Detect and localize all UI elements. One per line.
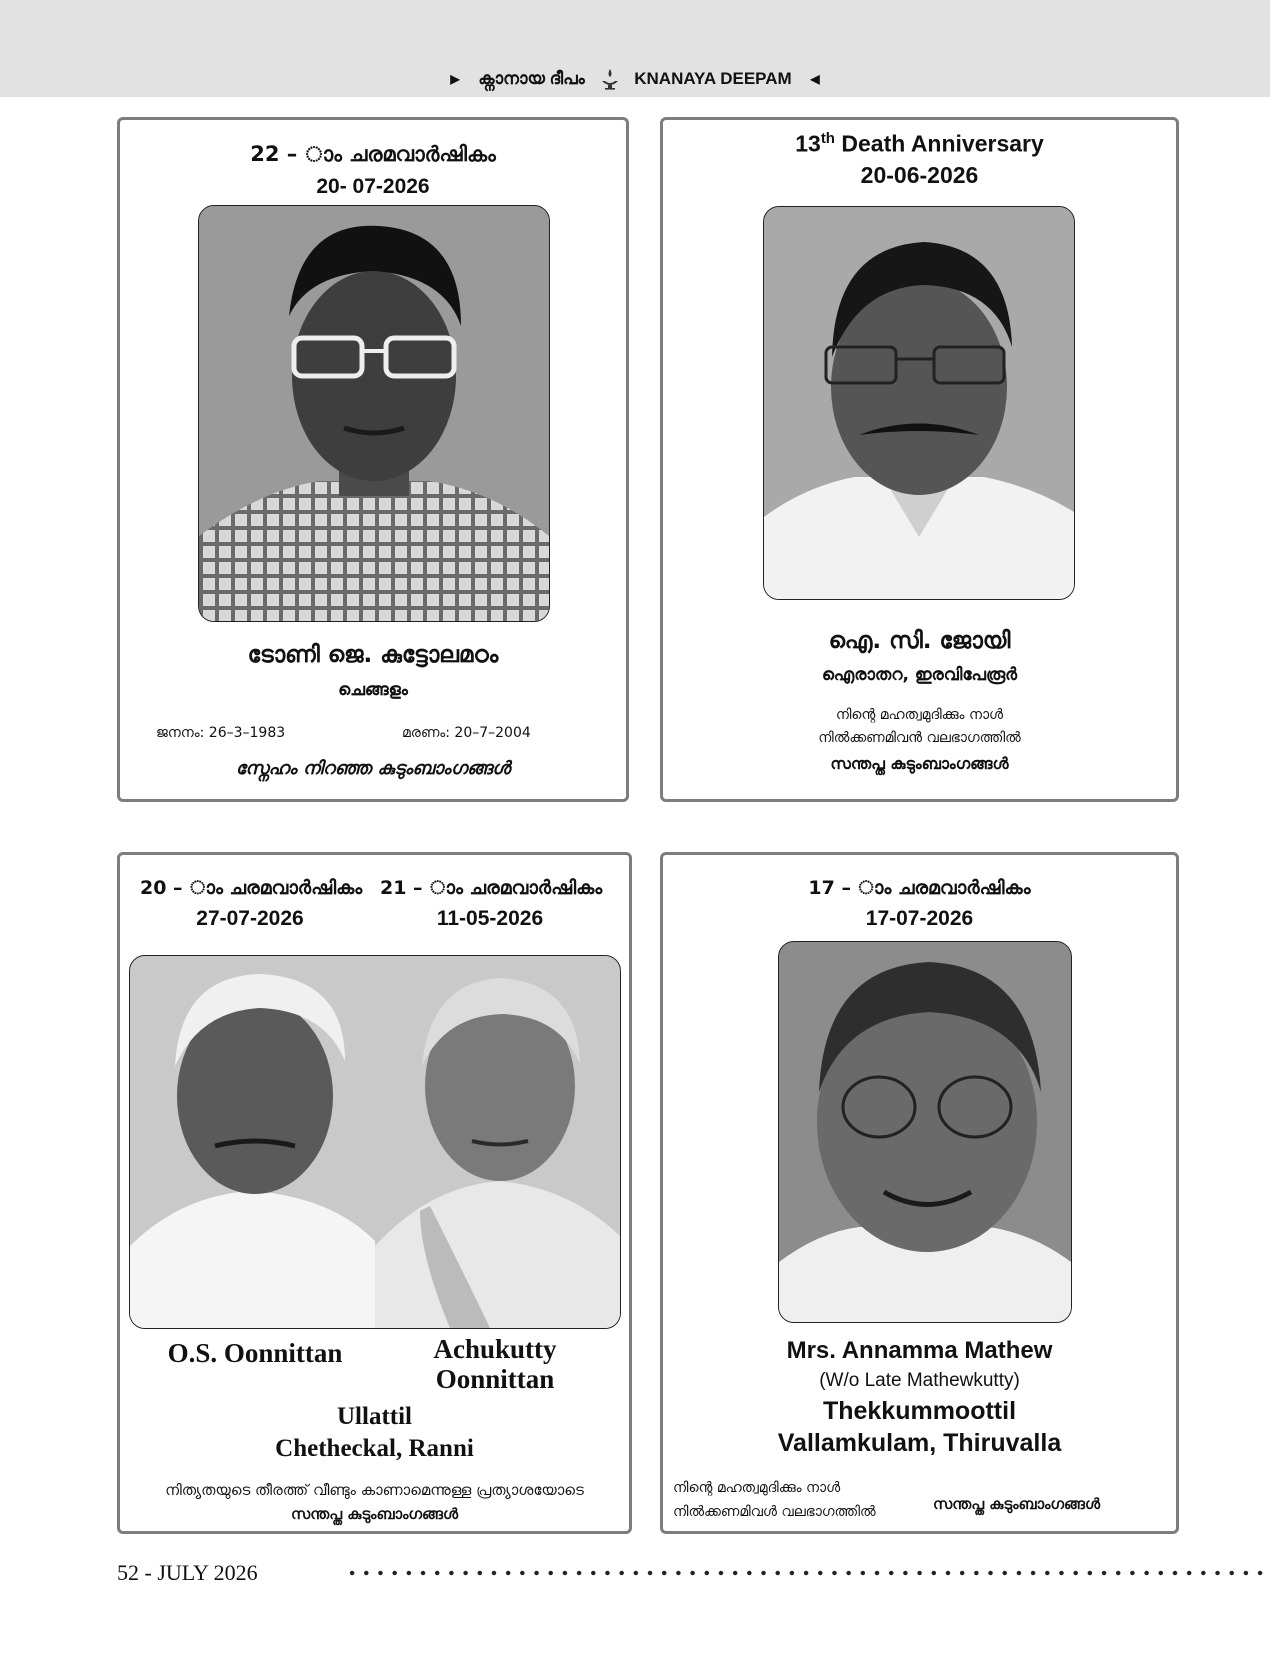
anniversary-date: 20- 07-2026 (316, 175, 430, 198)
closing-family: സന്തപ്ത കുടുംബാംഗങ്ങൾ (933, 1495, 1101, 1513)
place-name: Chetheckal, Ranni (275, 1435, 474, 1462)
closing-family: സന്തപ്ത കുടുംബാംഗങ്ങൾ (830, 754, 1009, 773)
closing-family: സന്തപ്ത കുടുംബാംഗങ്ങൾ (290, 1505, 459, 1523)
verse-line-1: നിന്റെ മഹത്വമുദിക്കും നാൾ (673, 1480, 841, 1496)
deceased-name: Mrs. Annamma Mathew (786, 1337, 1053, 1364)
verse-line-2: നിൽക്കണമിവൻ വലഭാഗത്തിൽ (818, 730, 1021, 746)
husband-name: O.S. Oonnittan (167, 1338, 343, 1368)
header-title-malayalam: ക്നാനായ ദീപം (478, 69, 585, 88)
place-name: Vallamkulam, Thiruvalla (777, 1429, 1062, 1457)
obituary-card-oonnittan (117, 852, 632, 1534)
portrait-photo (778, 941, 1072, 1323)
closing-family: സ്നേഹം നിറഞ്ഞ കുടുംബാംഗങ്ങൾ (235, 758, 511, 779)
deceased-name: ഐ. സി. ജോയി (828, 628, 1011, 654)
relation-line: (W/o Late Mathewkutty) (819, 1370, 1020, 1391)
obituary-card-annamma (660, 852, 1179, 1534)
dotted-rule (345, 1563, 1265, 1583)
anniversary-date-left: 27-07-2026 (196, 907, 304, 930)
header-title-english: KNANAYA DEEPAM (634, 69, 792, 88)
page-footer: 52 - JULY 2026 (117, 1560, 258, 1585)
oil-lamp-icon (600, 68, 620, 90)
death-date: മരണം: 20–7–2004 (402, 725, 531, 741)
right-triangle-icon: ▶ (450, 72, 460, 86)
verse-line: നിത്യതയുടെ തീരത്ത് വീണ്ടും കാണാമെന്നുള്ള പ്രത്യാശയോടെ (165, 1481, 584, 1499)
anniversary-date: 20-06-2026 (860, 162, 979, 188)
wife-name-first: Achukutty (433, 1334, 557, 1364)
wife-name-last: Oonnittan (435, 1364, 555, 1394)
anniversary-title (663, 130, 1176, 158)
anniversary-suffix: th (820, 130, 835, 147)
deceased-name: ടോണി ജെ. കുട്ടോലമഠം (247, 642, 499, 668)
obituary-card-joy (660, 117, 1179, 802)
portrait-photo (763, 206, 1075, 600)
deceased-place: ഐരാതറ, ഇരവിപേരൂർ (821, 665, 1018, 685)
house-name: Ullattil (337, 1403, 412, 1430)
anniversary-date-right: 11-05-2026 (436, 907, 544, 930)
anniversary-number: 13 (795, 130, 821, 157)
verse-line-2: നിൽക്കണമിവൾ വലഭാഗത്തിൽ (673, 1504, 876, 1520)
house-name: Thekkummoottil (822, 1397, 1017, 1425)
left-triangle-icon: ◀ (810, 72, 820, 86)
anniversary-date: 17-07-2026 (865, 907, 974, 930)
portrait-photo (198, 205, 550, 622)
deceased-place: ചെങ്ങളം (338, 680, 408, 700)
obituary-card-tony (117, 117, 629, 802)
verse-line-1: നിന്റെ മഹത്വമുദിക്കും നാൾ (835, 707, 1004, 723)
magazine-header (0, 68, 1270, 90)
anniversary-text: Death Anniversary (834, 130, 1044, 157)
anniversary-title: 22 – ാം ചരമവാർഷികം (250, 142, 496, 166)
anniversary-title: 17 – ാം ചരമവാർഷികം (808, 877, 1031, 899)
anniversary-title-right: 21 – ാം ചരമവാർഷികം (380, 877, 603, 899)
couple-photo (129, 955, 621, 1329)
anniversary-title-left: 20 – ാം ചരമവാർഷികം (140, 877, 363, 899)
birth-date: ജനനം: 26–3–1983 (156, 725, 286, 741)
